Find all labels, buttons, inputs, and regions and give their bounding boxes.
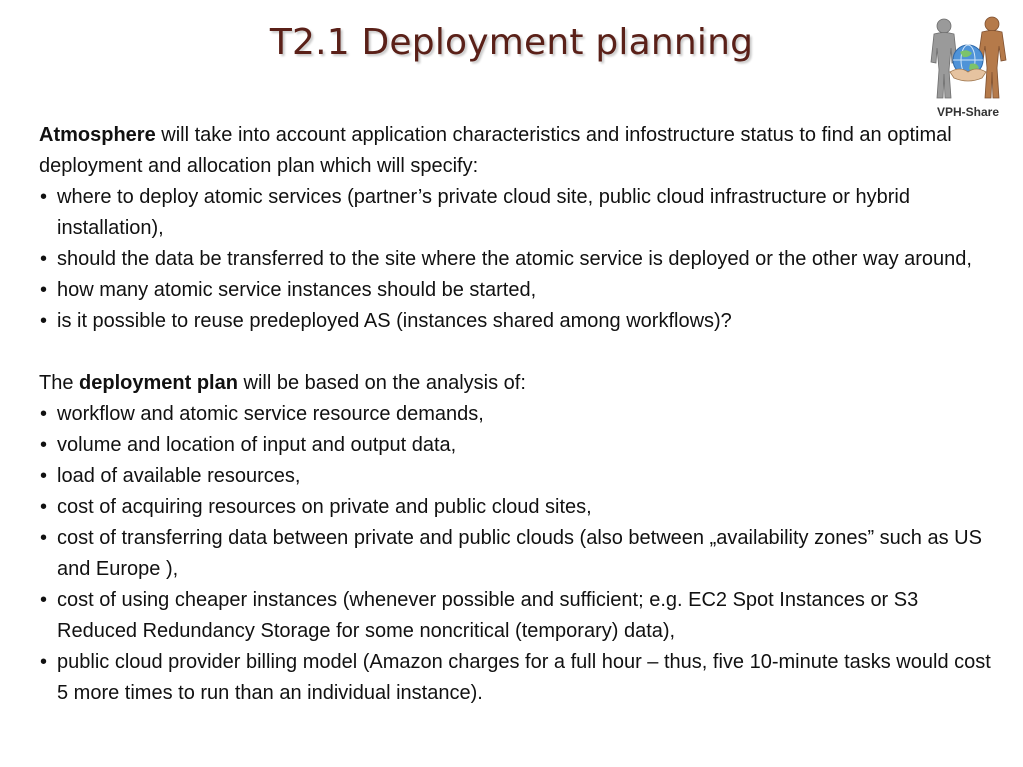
list-item: • volume and location of input and output data, bbox=[39, 430, 999, 461]
atmosphere-term: Atmosphere bbox=[39, 124, 156, 146]
section-spacer bbox=[39, 337, 999, 368]
slide-title: T2.1 Deployment planning bbox=[269, 22, 754, 63]
list-item: • workflow and atomic service resource demands, bbox=[39, 399, 999, 430]
list-item: • where to deploy atomic services (partner’s private cloud site, public cloud infrastructure or hybrid installation), bbox=[39, 182, 999, 244]
deployment-plan-term: deployment plan bbox=[79, 372, 238, 394]
section1-intro bbox=[39, 120, 999, 182]
list-item: • load of available resources, bbox=[39, 461, 999, 492]
vph-share-logo-icon bbox=[922, 12, 1014, 110]
list-item: • should the data be transferred to the site where the atomic service is deployed or the other way around, bbox=[39, 244, 999, 275]
section2-intro-prefix: The bbox=[39, 372, 80, 394]
section2-intro bbox=[39, 368, 999, 399]
list-item: • cost of using cheaper instances (whenever possible and sufficient; e.g. EC2 Spot Instances or S3 Reduced Redundancy Storage for some noncritical (temporary) data), bbox=[39, 585, 999, 647]
list-item: • how many atomic service instances should be started, bbox=[39, 275, 999, 306]
list-item: • is it possible to reuse predeployed AS (instances shared among workflows)? bbox=[39, 306, 999, 337]
logo-text: VPH-Share bbox=[936, 105, 1000, 119]
slide-body bbox=[39, 120, 999, 709]
section2-bullet-list bbox=[39, 399, 999, 709]
list-item: • cost of acquiring resources on private and public cloud sites, bbox=[39, 492, 999, 523]
section2-intro-text: will be based on the analysis of: bbox=[237, 372, 526, 394]
list-item: • public cloud provider billing model (Amazon charges for a full hour – thus, five 10-minute tasks would cost 5 more times to run than an individual instance). bbox=[39, 647, 999, 709]
section1-bullet-list bbox=[39, 182, 999, 337]
section1-intro-text: will take into account application characteristics and infostructure status to find an optimal deployment and allocation plan which will specify: bbox=[39, 124, 952, 177]
vph-share-logo bbox=[922, 12, 1014, 124]
list-item: • cost of transferring data between private and public clouds (also between „availability zones” such as US and Europe ), bbox=[39, 523, 999, 585]
